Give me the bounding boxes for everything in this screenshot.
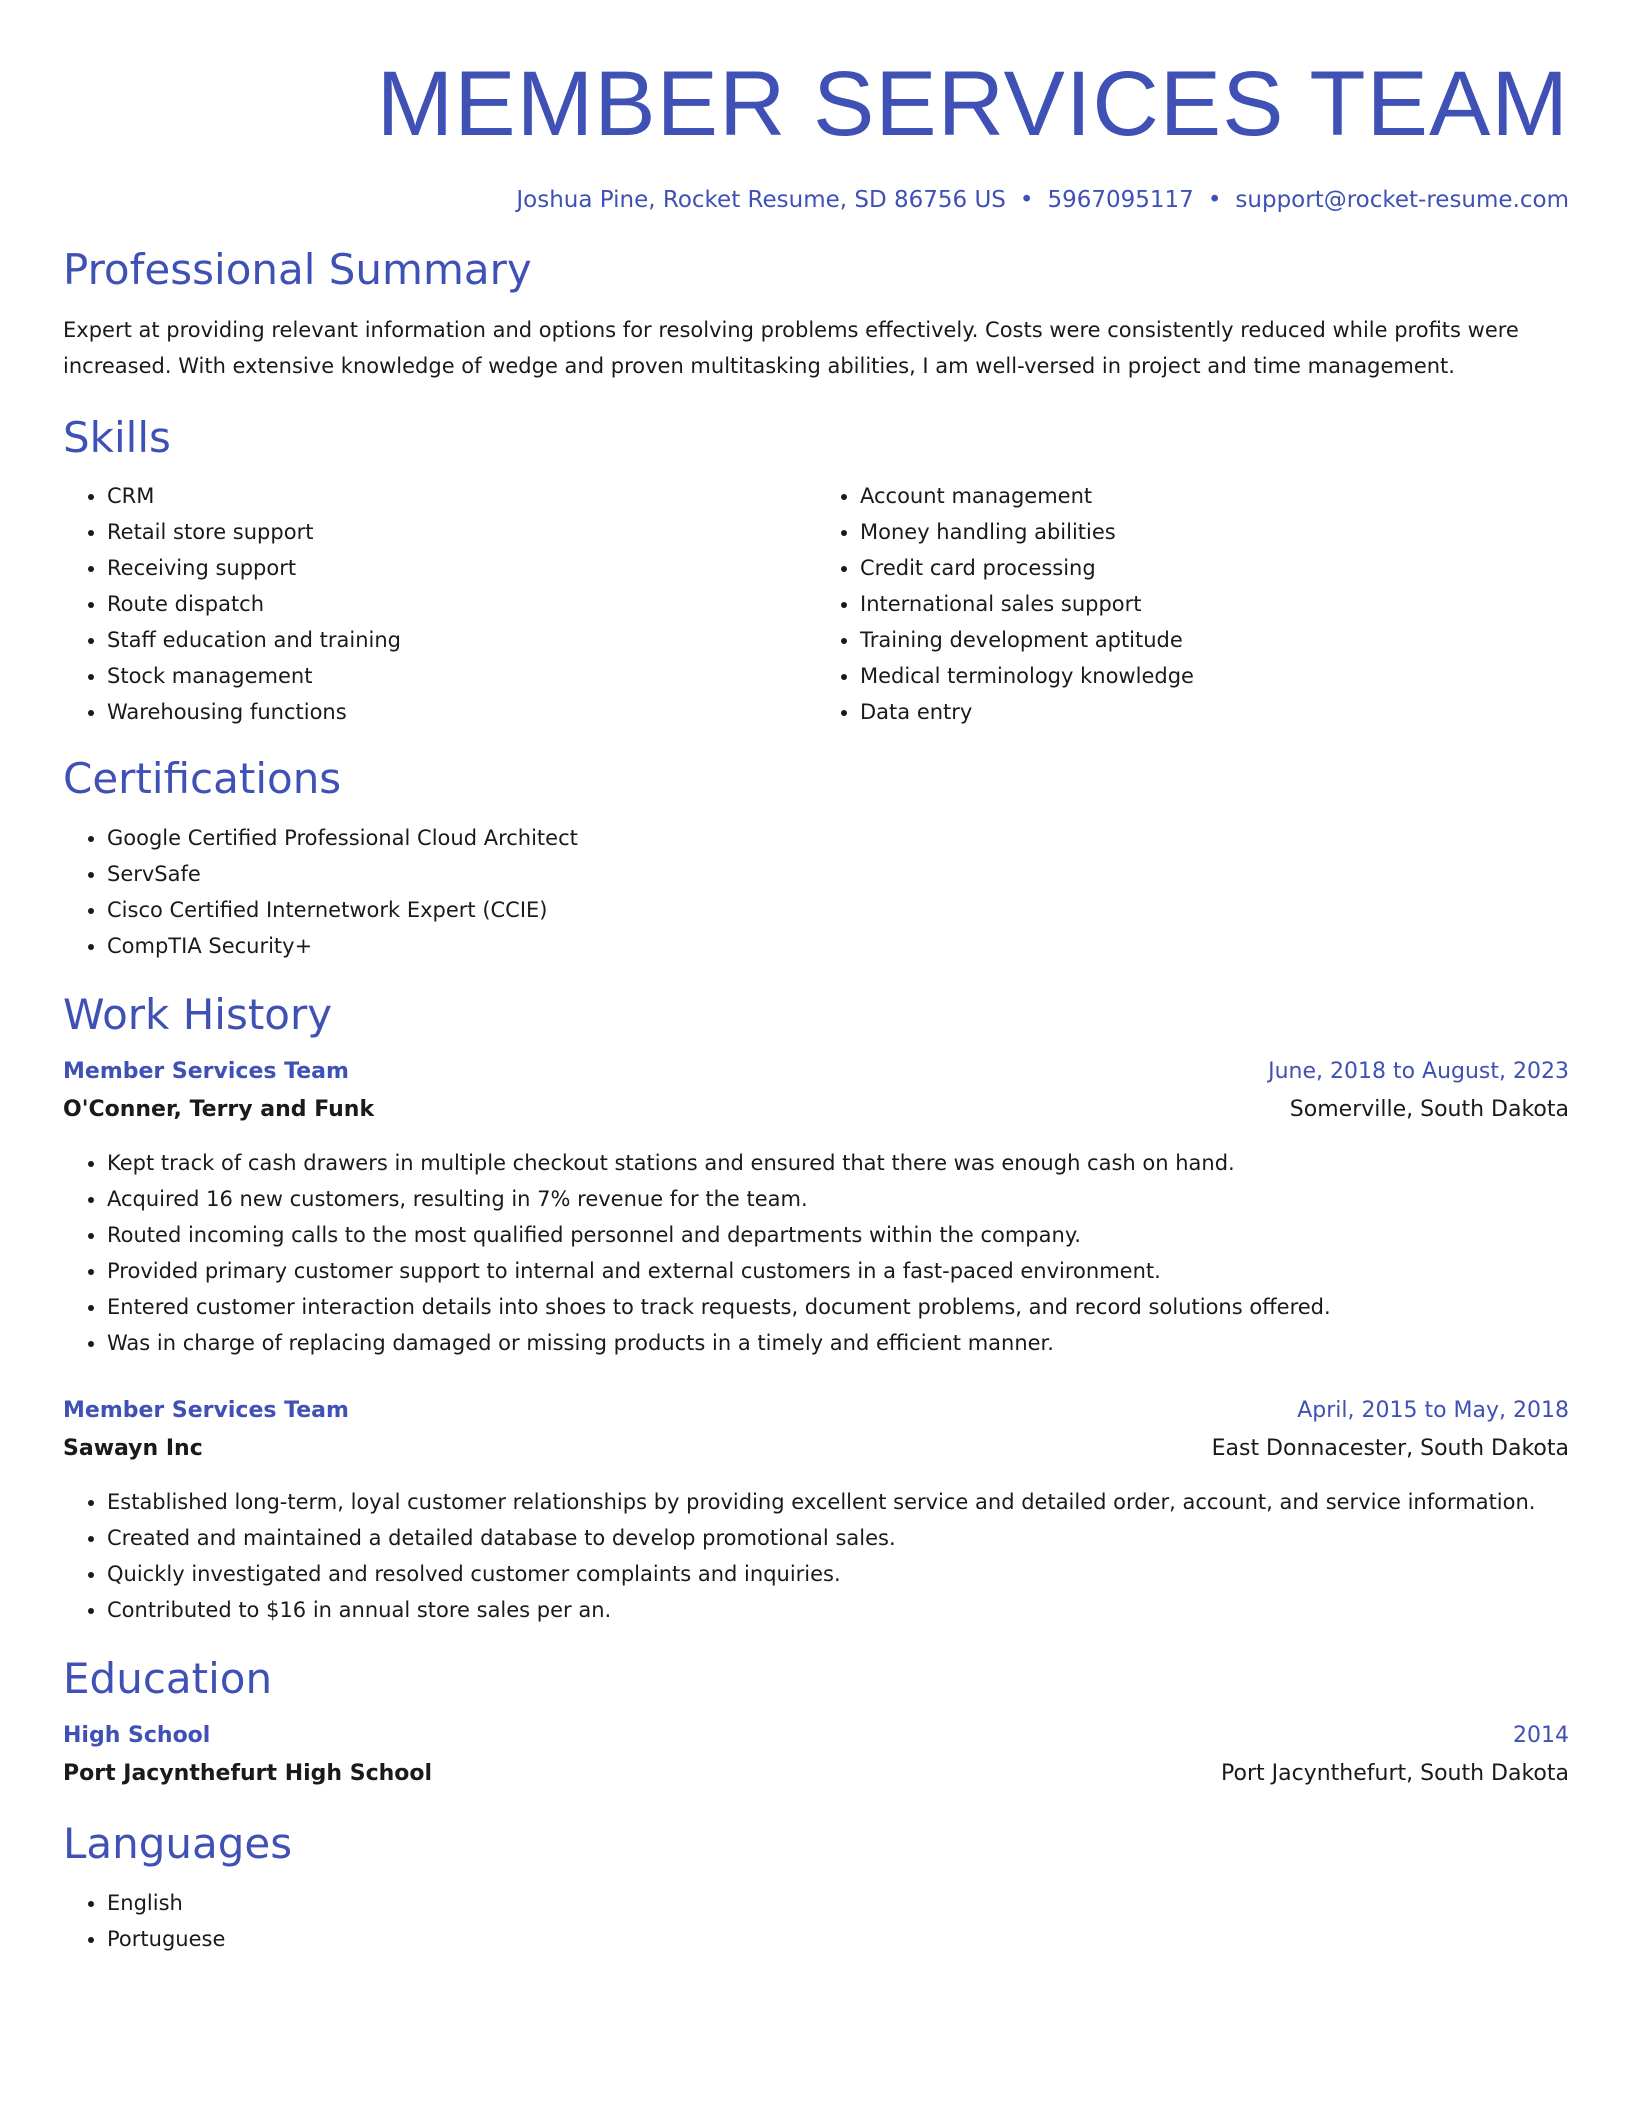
job-company: Sawayn Inc xyxy=(63,1436,203,1461)
job-entry xyxy=(63,1392,1569,1628)
section-heading-work-history: Work History xyxy=(63,990,333,1039)
education-school: Port Jacynthefurt High School xyxy=(63,1761,433,1786)
education-year: 2014 xyxy=(1513,1723,1569,1748)
job-entry xyxy=(63,1053,1569,1361)
skill-item: • Account management xyxy=(860,478,1569,514)
skill-item: • International sales support xyxy=(860,586,1569,622)
job-title-row xyxy=(63,1392,1569,1430)
contact-line xyxy=(63,184,1569,216)
job-dates: June, 2018 to August, 2023 xyxy=(1268,1059,1569,1084)
job-location: East Donnacester, South Dakota xyxy=(1211,1436,1569,1461)
section-heading-education: Education xyxy=(63,1654,273,1703)
job-location: Somerville, South Dakota xyxy=(1289,1097,1569,1122)
job-bullet: • Acquired 16 new customers, resulting in 7% revenue for the team. xyxy=(107,1181,1569,1217)
job-role: Member Services Team xyxy=(63,1398,349,1423)
education-location: Port Jacynthefurt, South Dakota xyxy=(1221,1761,1569,1786)
languages-list xyxy=(63,1885,1569,1957)
skills-list-left xyxy=(63,478,816,730)
job-bullet: • Created and maintained a detailed database to develop promotional sales. xyxy=(107,1520,1569,1556)
skill-item: • Medical terminology knowledge xyxy=(860,658,1569,694)
skill-item: • Retail store support xyxy=(107,514,816,550)
job-bullet: • Was in charge of replacing damaged or missing products in a timely and efficient manner. xyxy=(107,1325,1569,1361)
job-title-row xyxy=(63,1053,1569,1091)
education-entry xyxy=(63,1717,1569,1793)
job-company: O'Conner, Terry and Funk xyxy=(63,1097,375,1122)
job-company-row xyxy=(63,1430,1569,1468)
job-role: Member Services Team xyxy=(63,1059,349,1084)
skill-item: • Receiving support xyxy=(107,550,816,586)
job-company-row xyxy=(63,1091,1569,1129)
certifications-list xyxy=(63,820,1569,964)
contact-email: support@rocket-resume.com xyxy=(1235,187,1569,213)
education-degree: High School xyxy=(63,1723,211,1748)
certification-item: • CompTIA Security+ xyxy=(107,928,1569,964)
job-bullet: • Quickly investigated and resolved customer complaints and inquiries. xyxy=(107,1556,1569,1592)
contact-phone: 5967095117 xyxy=(1047,187,1194,213)
skills-grid xyxy=(63,478,1569,730)
job-bullet: • Routed incoming calls to the most qualified personnel and departments within the company. xyxy=(107,1217,1569,1253)
skill-item: • Training development aptitude xyxy=(860,622,1569,658)
job-bullets xyxy=(63,1484,1569,1628)
education-school-row xyxy=(63,1755,1569,1793)
certification-item: • Google Certified Professional Cloud Architect xyxy=(107,820,1569,856)
certification-item: • Cisco Certified Internetwork Expert (CCIE) xyxy=(107,892,1569,928)
summary-text: Expert at providing relevant information and options for resolving problems effectively. Costs were consistently reduced while profits were increased. With extensive knowledge of wedge and proven multitasking abilities, I am well-versed in project and time management. xyxy=(63,318,1519,378)
section-heading-summary: Professional Summary xyxy=(63,245,532,294)
skill-item: • Money handling abilities xyxy=(860,514,1569,550)
job-bullet: • Provided primary customer support to internal and external customers in a fast-paced environment. xyxy=(107,1253,1569,1289)
skill-item: • Staff education and training xyxy=(107,622,816,658)
skill-item: • Route dispatch xyxy=(107,586,816,622)
job-dates: April, 2015 to May, 2018 xyxy=(1297,1398,1569,1423)
skill-item: • Credit card processing xyxy=(860,550,1569,586)
job-bullet: • Contributed to $16 in annual store sales per an. xyxy=(107,1592,1569,1628)
language-item: • Portuguese xyxy=(107,1921,1569,1957)
separator-dot: • xyxy=(1207,187,1222,213)
job-bullet: • Entered customer interaction details into shoes to track requests, document problems, and record solutions offered. xyxy=(107,1289,1569,1325)
job-bullets xyxy=(63,1145,1569,1361)
section-heading-languages: Languages xyxy=(63,1819,293,1868)
job-bullet: • Established long-term, loyal customer relationships by providing excellent service and detailed order, account, and service information. xyxy=(107,1484,1569,1520)
education-degree-row xyxy=(63,1717,1569,1755)
section-heading-certifications: Certifications xyxy=(63,754,342,803)
page-title: MEMBER SERVICES TEAM xyxy=(376,53,1569,155)
skill-item: • Stock management xyxy=(107,658,816,694)
language-item: • English xyxy=(107,1885,1569,1921)
contact-address: Joshua Pine, Rocket Resume, SD 86756 US xyxy=(516,187,1006,213)
skills-list-right xyxy=(816,478,1569,730)
section-heading-skills: Skills xyxy=(63,413,171,462)
separator-dot: • xyxy=(1019,187,1034,213)
skill-item: • Data entry xyxy=(860,694,1569,730)
job-bullet: • Kept track of cash drawers in multiple checkout stations and ensured that there was enough cash on hand. xyxy=(107,1145,1569,1181)
certification-item: • ServSafe xyxy=(107,856,1569,892)
skill-item: • Warehousing functions xyxy=(107,694,816,730)
skill-item: • CRM xyxy=(107,478,816,514)
